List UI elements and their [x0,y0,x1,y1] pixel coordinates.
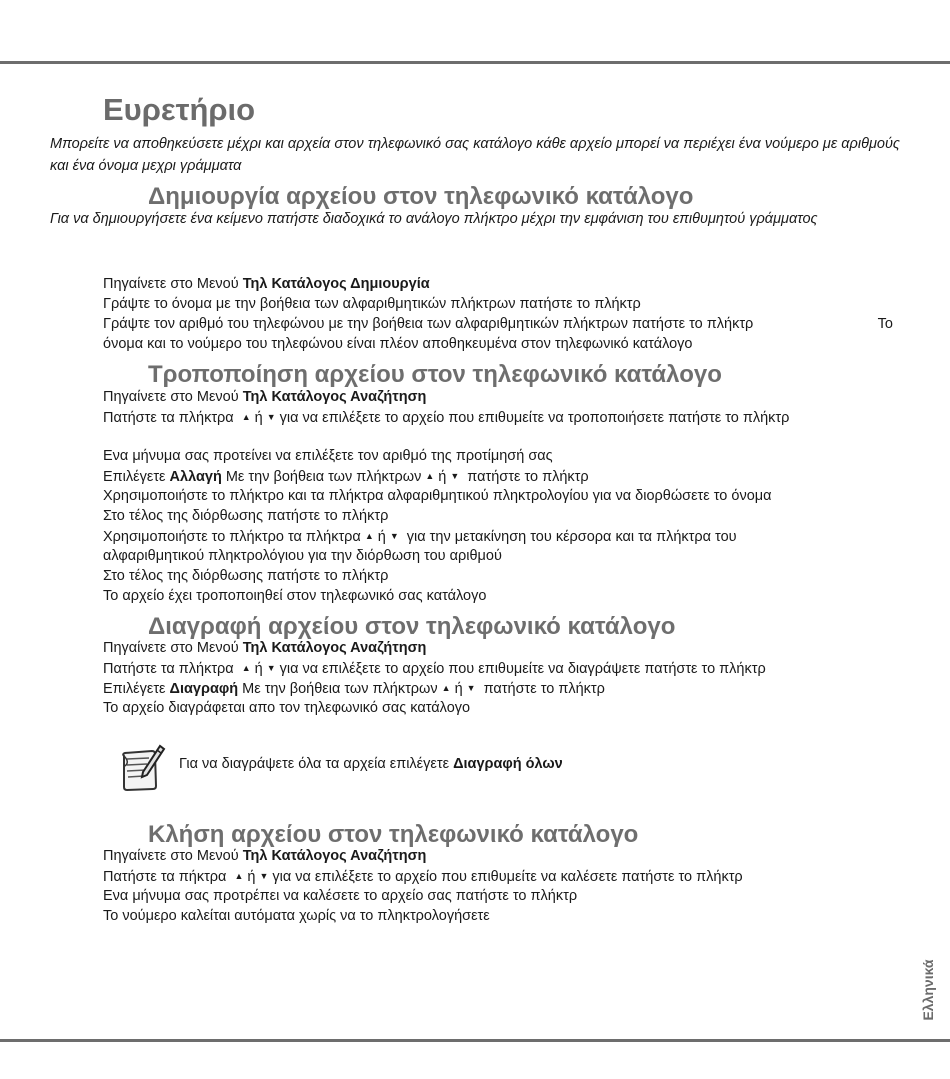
create-step-saved: όνομα και το νούμερο του τηλεφώνου είναι πλέον αποθηκευμένα στον τηλεφωνικό κατάλογο [103,336,693,352]
language-label: Ελληνικά [920,959,936,1021]
step-text: Πηγαίνετε στο Μενού [103,640,243,656]
modify-step-end-2: Στο τέλος της διόρθωσης πατήστε το πλήκτρ [103,568,389,584]
step-text: πατήστε το πλήκτρ [479,681,605,697]
section-heading-create: Δημιουργία αρχείου στον τηλεφωνικό κατάλογο [148,183,694,210]
delete-step-menu [103,638,426,658]
option-change: Αλλαγή [169,469,222,485]
step-text: Με την βοήθεια των πλήκτρων [221,469,422,485]
note-text [179,756,563,772]
option-delete-all: Διαγραφή όλων [453,756,563,772]
step-text: Επιλέγετε [103,681,170,697]
call-step-done: Το νούμερο καλείται αυτόματα χωρίς να το πληκτρολογήσετε [103,908,490,924]
create-step-menu [103,274,430,294]
step-text: για να επιλέξετε το αρχείο που επιθυμείτε να διαγράψετε πατήστε το πλήκτρ [279,661,766,677]
step-text: Πατήστε τα πλήκτρα [103,661,238,677]
top-rule [0,61,950,64]
option-delete: Διαγραφή [169,681,239,697]
menu-path: Τηλ Κατάλογος Αναζήτηση [242,389,427,405]
modify-step-message: Ενα μήνυμα σας προτείνει να επιλέξετε τον αριθμό της προτίμησή σας [103,448,553,464]
bottom-rule [0,1039,950,1042]
step-text: Με την βοήθεια των πλήκτρων [238,681,438,697]
section-heading-call: Κλήση αρχείου στον τηλεφωνικό κατάλογο [148,821,639,848]
step-text: Γράψτε τον αριθμό του τηλεφώνου με την βοήθεια των αλφαριθμητικών πλήκτρων πατήστε το πλήκτρ [103,316,754,332]
modify-step-done: Το αρχείο έχει τροποποιηθεί στον τηλεφωνικό σας κατάλογο [103,588,487,604]
language-tab [916,955,940,1025]
up-arrow-icon: ▲ [241,412,251,422]
delete-step-select [103,658,766,679]
section-heading-modify: Τροποποίηση αρχείου στον τηλεφωνικό κατάλογο [148,361,722,388]
menu-path: Τηλ Κατάλογος Δημιουργία [242,276,430,292]
up-arrow-icon: ▲ [364,531,374,541]
down-arrow-icon: ▼ [266,663,276,673]
modify-step-cursor [103,526,737,547]
step-text: για την μετακίνηση του κέρσορα και τα πλήκτρα του [402,529,737,545]
page-title: Ευρετήριο [103,92,256,127]
down-arrow-icon: ▼ [266,412,276,422]
step-text: Πηγαίνετε στο Μενού [103,276,243,292]
create-intro: Για να δημιουργήσετε ένα κείμενο πατήστε διαδοχικά το ανάλογο πλήκτρο μέχρι την εμφάνιση του επιθυμητού γράμματος [50,211,818,227]
modify-step-keyboard: αλφαριθμητικού πληκτρολόγιου για την διόρθωση του αριθμού [103,548,502,564]
up-arrow-icon: ▲ [241,663,251,673]
step-text: Πηγαίνετε στο Μενού [103,389,243,405]
note-pencil-icon [116,742,166,794]
menu-path: Τηλ Κατάλογος Αναζήτηση [242,848,427,864]
step-text: ή [254,661,263,677]
step-tail: Το [877,316,893,332]
modify-step-change [103,466,589,487]
step-text: ή [438,469,447,485]
step-text: Πηγαίνετε στο Μενού [103,848,243,864]
modify-step-end: Στο τέλος της διόρθωσης πατήστε το πλήκτρ [103,508,389,524]
step-text: Χρησιμοποιήστε το πλήκτρο τα πλήκτρα [103,529,361,545]
delete-step-done: Το αρχείο διαγράφεται απο τον τηλεφωνικό σας κατάλογο [103,700,471,716]
up-arrow-icon: ▲ [234,871,244,881]
delete-step-choose [103,678,605,699]
step-text: πατήστε το πλήκτρ [463,469,589,485]
modify-step-edit-name: Χρησιμοποιήστε το πλήκτρο και τα πλήκτρα αλφαριθμητικού πληκτρολογίου για να διορθώσετε το όνομα [103,488,772,504]
step-text: για να επιλέξετε το αρχείο που επιθυμείτε να τροποποιήσετε πατήστε το πλήκτρ [279,410,790,426]
down-arrow-icon: ▼ [389,531,399,541]
step-text: Επιλέγετε [103,469,170,485]
step-text: για να επιλέξετε το αρχείο που επιθυμείτε να καλέσετε πατήστε το πλήκτρ [272,869,743,885]
step-text: ή [254,410,263,426]
note-body: Για να διαγράψετε όλα τα αρχεία επιλέγετε [179,756,454,772]
down-arrow-icon: ▼ [259,871,269,881]
create-step-name: Γράψτε το όνομα με την βοήθεια των αλφαριθμητικών πλήκτρων πατήστε το πλήκτρ [103,296,641,312]
step-text: Πατήστε τα πλήκτρα [103,410,238,426]
intro-paragraph: Μπορείτε να αποθηκεύσετε μέχρι και αρχεία στον τηλεφωνικό σας κατάλογο κάθε αρχείο μπορεί να περιέχει ένα νούμερο με αριθμούς και ένα όνομα μεχρι γράμματα [50,136,900,174]
menu-path: Τηλ Κατάλογος Αναζήτηση [242,640,427,656]
up-arrow-icon: ▲ [441,683,451,693]
step-text: ή [247,869,256,885]
step-text: ή [377,529,386,545]
down-arrow-icon: ▼ [466,683,476,693]
down-arrow-icon: ▼ [450,471,460,481]
call-step-menu [103,846,426,866]
step-text: Πατήστε τα πήκτρα [103,869,231,885]
call-step-select [103,866,743,887]
modify-step-select [103,407,789,428]
up-arrow-icon: ▲ [425,471,435,481]
step-text: ή [454,681,463,697]
create-step-number [103,314,893,334]
call-step-message: Ενα μήνυμα σας προτρέπει να καλέσετε το αρχείο σας πατήστε το πλήκτρ [103,888,578,904]
section-heading-delete: Διαγραφή αρχείου στον τηλεφωνικό κατάλογο [148,613,676,640]
modify-step-menu [103,387,426,407]
